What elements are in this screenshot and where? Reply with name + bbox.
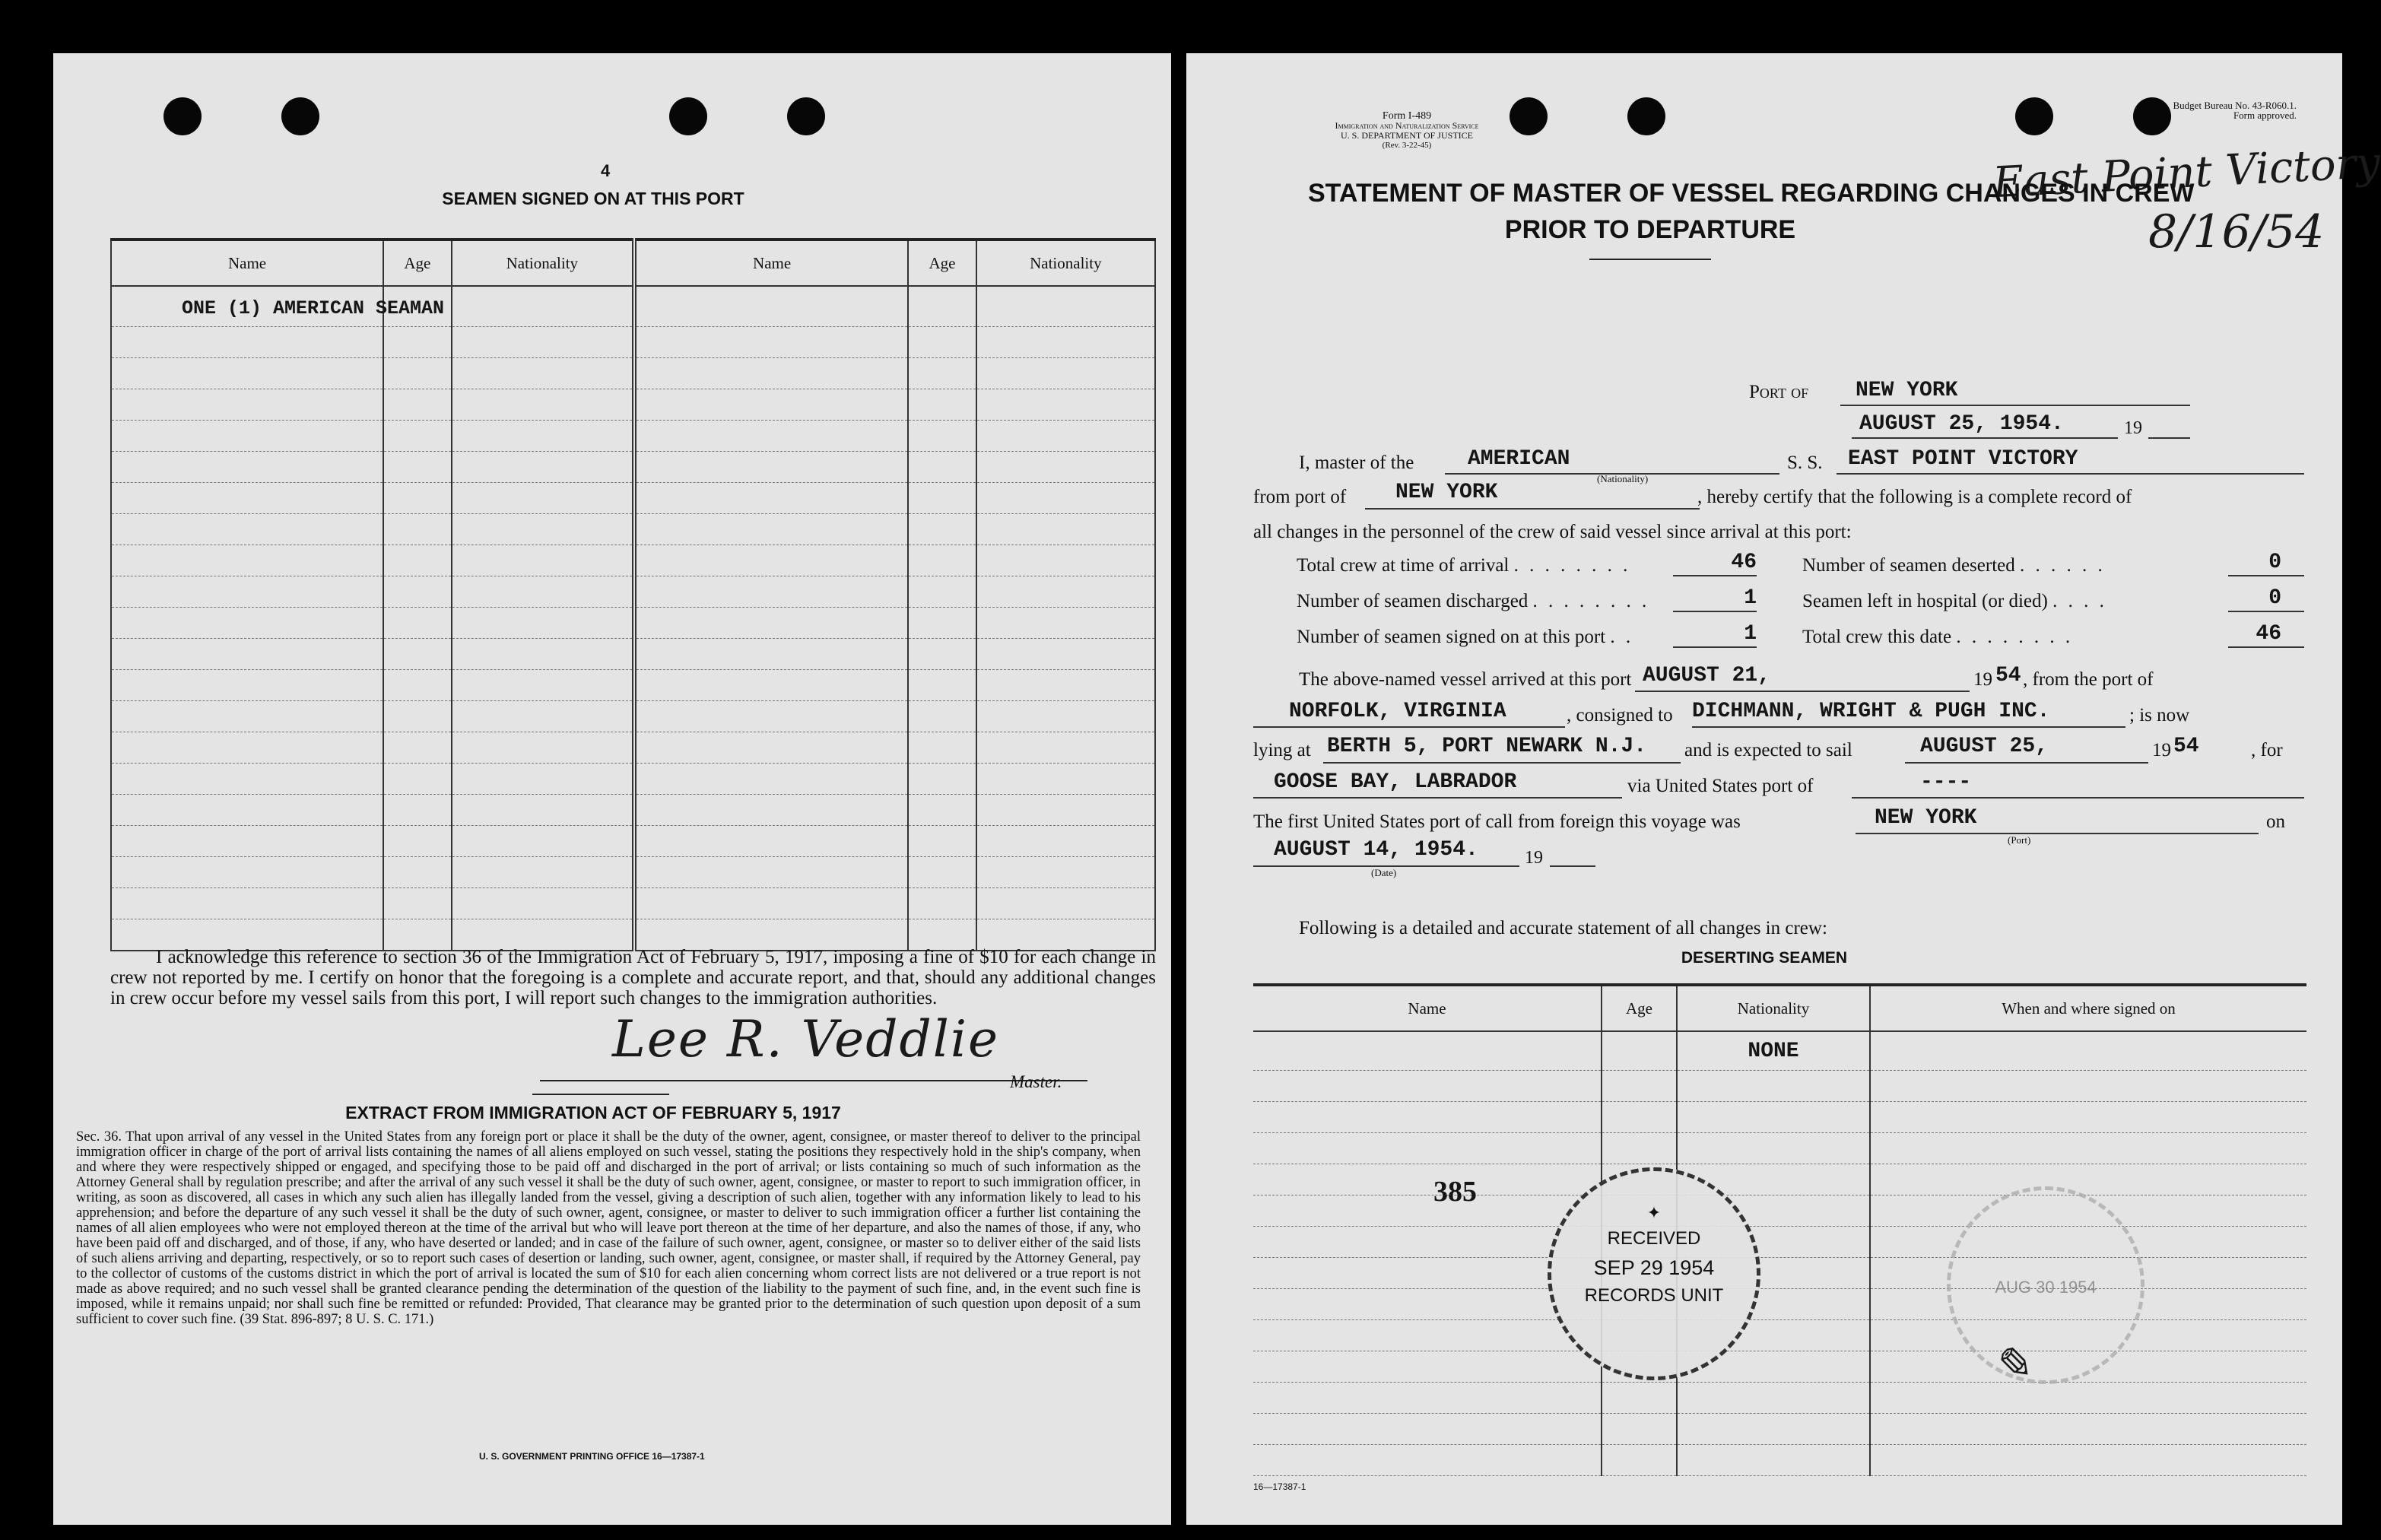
from-port-label: from port of: [1253, 487, 1347, 507]
stat-hospital-value: 0: [2268, 586, 2281, 610]
table-row: [111, 286, 1155, 327]
port-value: NEW YORK: [1856, 379, 1958, 402]
faded-stamp-date: AUG 30 1954: [1995, 1278, 2097, 1297]
master-of-label: I, master of the: [1299, 452, 1414, 473]
revision-date: (Rev. 3-22-45): [1382, 141, 1432, 150]
handwritten-ship-name: East Point Victory: [1991, 138, 2381, 208]
stat-discharged: Number of seamen discharged . . . . . . . .: [1297, 591, 1650, 611]
stat-signed-on-value: 1: [1744, 622, 1757, 646]
table-row: [111, 608, 1155, 639]
table-row: [111, 545, 1155, 576]
date-caption: (Date): [1371, 867, 1397, 878]
initials-signature-icon: ✎: [1989, 1335, 2034, 1395]
divider: [532, 1094, 669, 1095]
port-caption: (Port): [2008, 834, 2031, 846]
table-row: [111, 764, 1155, 795]
section-title: SEAMEN SIGNED ON AT THIS PORT: [442, 189, 744, 208]
table-row: [111, 576, 1155, 608]
column-header-nationality: Nationality: [1677, 985, 1870, 1031]
year-prefix: 19: [2124, 418, 2142, 438]
table-row: [1253, 1445, 2306, 1476]
sail-year: 54: [2173, 735, 2199, 758]
table-row: [111, 452, 1155, 483]
punch-hole: [163, 97, 202, 135]
via-label: via United States port of: [1627, 776, 1814, 796]
statement-date: AUGUST 25, 1954.: [1859, 412, 2064, 436]
first-port: NEW YORK: [1875, 806, 1977, 830]
is-now-label: ; is now: [2129, 705, 2190, 726]
stat-total-crew-value: 46: [2256, 622, 2281, 646]
file-number: 385: [1433, 1176, 1477, 1208]
master-signature: Lee R. Veddlie: [612, 1010, 1000, 1068]
ship-name: EAST POINT VICTORY: [1848, 447, 2078, 471]
deserting-none: NONE: [1748, 1039, 1799, 1063]
stamp-records-unit: RECORDS UNIT: [1584, 1285, 1724, 1306]
seamen-signed-on-table: [110, 238, 1156, 951]
right-page: [1186, 53, 2381, 1525]
stat-discharged-value: 1: [1744, 586, 1757, 610]
stamp-star-icon: ✦: [1646, 1203, 1662, 1222]
column-header-nationality: Nationality: [976, 240, 1155, 286]
on-label: on: [2266, 811, 2285, 832]
table-row: [111, 732, 1155, 764]
certification-text: I acknowledge this reference to section 36 of the Immigration Act of February 5, 1917, imposing a fine of $10 for each change in crew not reported by me. I certify on honor that the foregoing is a complete and accurate report, and that, should any additional changes in crew occur before my vessel sails from this port, I will report such changes to the immigration authorities.: [110, 947, 1156, 1008]
budget-number: Budget Bureau No. 43-R060.1.: [2173, 100, 2297, 111]
table-row: [111, 826, 1155, 857]
via-port: ----: [1920, 770, 1972, 794]
table-row: [1253, 1320, 2306, 1351]
form-approved: Form approved.: [2233, 110, 2297, 121]
title-line-2: PRIOR TO DEPARTURE: [1504, 215, 1796, 244]
column-header-age: Age: [1602, 985, 1677, 1031]
left-page: [53, 53, 1171, 1525]
arrival-year: 54: [1995, 664, 2021, 687]
faded-stamp: [1947, 1186, 2144, 1384]
sail-year-prefix: 19: [2152, 740, 2171, 760]
table-row: [1253, 1351, 2306, 1383]
column-header-age: Age: [908, 240, 976, 286]
stat-label: Number of seamen discharged: [1297, 591, 1529, 611]
column-header-name: Name: [111, 240, 383, 286]
for-label: , for: [2251, 740, 2283, 760]
stamp-received: RECEIVED: [1607, 1228, 1701, 1249]
page-number: 4: [601, 161, 611, 180]
punch-hole: [787, 97, 825, 135]
stat-deserted: Number of seamen deserted . . . . . .: [1802, 555, 2106, 576]
column-header-nationality: Nationality: [452, 240, 634, 286]
table-row: [111, 421, 1155, 452]
printer-note: U. S. GOVERNMENT PRINTING OFFICE 16—17387-1: [479, 1451, 705, 1462]
from-the-port-label: , from the port of: [2023, 669, 2154, 690]
table-row: [111, 670, 1155, 701]
punch-hole: [281, 97, 319, 135]
table-row: [111, 514, 1155, 545]
table-row: [111, 857, 1155, 888]
table-row: [1253, 1258, 2306, 1289]
deserting-title: DESERTING SEAMEN: [1681, 949, 1848, 967]
certify-text-2: all changes in the personnel of the crew of said vessel since arrival at this port:: [1253, 522, 1852, 542]
ss-label: S. S.: [1787, 452, 1823, 473]
certify-text: , hereby certify that the following is a complete record of: [1697, 487, 2132, 507]
title-line-1: STATEMENT OF MASTER OF VESSEL REGARDING CHANGES IN CREW: [1308, 179, 2195, 208]
port-label: Port of: [1749, 382, 1809, 402]
arrival-date: AUGUST 21,: [1643, 664, 1771, 687]
extract-text: Sec. 36. That upon arrival of any vessel in the United States from any foreign port or place it shall be the duty of the owner, agent, consignee, or master thereof to deliver to the principal immigration officer in charge of the port of arrival lists containing the names of all aliens employed on such vessel, stating the positions they respectively hold in the ship's company, when and where they were respectively shipped or engaged, and specifying those to be paid off and discharged in the port of arrival; or lists containing so much of such information as the Attorney General shall by regulation prescribe; and after the arrival of any such vessel it shall be the duty of such owner, agent, consignee, or master to report to such immigration officer, in writing, as soon as discovered, all cases in which any such alien has illegally landed from the vessel, giving a description of such alien, together with any information likely to lead to his apprehension; and before the departure of any such vessel it shall be the duty of such owner, agent, consignee, or master to deliver to such immigration officer a further list containing the names of all alien employees who were not employed thereon at the time of the arrival but who will leave port thereon at the time of her departure, and also the names of those, if any, who have been paid off and discharged, and of those, if any, who have deserted or landed; and in case of the failure of such owner, agent, consignee, or master so to deliver either of the said lists of such aliens arriving and departing, respectively, or so to report such cases of desertion or landing, such owner, agent, consignee, or master shall, if required by the Attorney General, pay to the collector of customs of the customs district in which the port of arrival is located the sum of $10 for each alien concerning whom correct lists are not delivered or a true report is not made as above required; and no such vessel shall be granted clearance pending the determination of the question of the liability to the payment of such fine, and, in the event such fine is imposed, while it remains unpaid; nor shall such fine be remitted or refunded: Provided, That clearance may be granted prior to the determination of such question upon deposit of a sum sufficient to cover such fine. (39 Stat. 896-897; 8 U. S. C. 171.): [76, 1129, 1141, 1327]
stat-label: Number of seamen signed on at this port: [1297, 627, 1606, 647]
following-text: Following is a detailed and accurate statement of all changes in crew:: [1299, 918, 1827, 938]
seaman-entry: ONE (1) AMERICAN SEAMAN: [182, 297, 445, 319]
extract-title: EXTRACT FROM IMMIGRATION ACT OF FEBRUARY 5, 1917: [345, 1103, 841, 1122]
arrived-label: The above-named vessel arrived at this port: [1299, 669, 1632, 690]
budget-info: [2076, 100, 2297, 120]
first-port-label: The first United States port of call from foreign this voyage was: [1253, 811, 1741, 832]
stat-total-crew-arrival: Total crew at time of arrival . . . . . . . .: [1297, 555, 1631, 576]
department-name: U. S. DEPARTMENT OF JUSTICE: [1341, 130, 1473, 141]
form-number: Form I-489: [1382, 110, 1432, 122]
punch-hole: [1627, 97, 1665, 135]
from-port-value: NEW YORK: [1395, 481, 1498, 504]
stat-signed-on: Number of seamen signed on at this port . .: [1297, 627, 1634, 647]
printer-note: 16—17387-1: [1253, 1481, 1306, 1492]
destination: GOOSE BAY, LABRADOR: [1274, 770, 1517, 794]
column-header-signed-on: When and where signed on: [1870, 985, 2306, 1031]
deserting-seamen-table: [1253, 983, 2306, 1476]
stat-total-crew: Total crew this date . . . . . . . .: [1802, 627, 2074, 647]
arrival-year-prefix: 19: [1973, 669, 1992, 690]
table-row: [111, 888, 1155, 919]
table-row: [1253, 1031, 2306, 1071]
table-row: [111, 389, 1155, 421]
consignee: DICHMANN, WRIGHT & PUGH INC.: [1692, 700, 2050, 723]
berth-location: BERTH 5, PORT NEWARK N.J.: [1327, 735, 1647, 758]
divider: [1589, 259, 1711, 260]
stamp-date: SEP 29 1954: [1593, 1256, 1715, 1279]
table-row: [1253, 1195, 2306, 1227]
consigned-label: , consigned to: [1567, 705, 1673, 726]
table-row: [111, 483, 1155, 514]
table-row: [1253, 1383, 2306, 1414]
stat-label: Total crew at time of arrival: [1297, 555, 1510, 576]
table-row: [1253, 1071, 2306, 1102]
table-row: [1253, 1289, 2306, 1320]
signature-title: Master.: [1010, 1072, 1062, 1091]
table-row: [1253, 1227, 2306, 1258]
table-row: [111, 327, 1155, 358]
table-row: [111, 701, 1155, 732]
sail-date: AUGUST 25,: [1920, 735, 2049, 758]
column-header-name: Name: [634, 240, 908, 286]
lying-at-label: lying at: [1253, 740, 1311, 760]
first-port-date: AUGUST 14, 1954.: [1274, 838, 1478, 862]
table-row: [1253, 1102, 2306, 1133]
origin-port: NORFOLK, VIRGINIA: [1289, 700, 1506, 723]
column-header-name: Name: [1253, 985, 1602, 1031]
table-row: [111, 795, 1155, 826]
form-title: [1308, 175, 2195, 248]
stat-deserted-value: 0: [2268, 551, 2281, 574]
form-header: [1270, 111, 1544, 151]
table-row: [111, 919, 1155, 951]
table-row: [1253, 1133, 2306, 1164]
stat-label: Total crew this date: [1802, 627, 1952, 647]
stat-total-crew-arrival-value: 46: [1731, 551, 1757, 574]
stat-hospital: Seamen left in hospital (or died) . . . .: [1802, 591, 2107, 611]
agency-name: Immigration and Naturalization Service: [1335, 120, 1479, 131]
stat-label: Number of seamen deserted: [1802, 555, 2015, 576]
first-port-year-prefix: 19: [1525, 848, 1543, 868]
received-stamp: [1548, 1167, 1760, 1380]
signature-line: [540, 1080, 1087, 1081]
punch-hole: [669, 97, 707, 135]
nationality-value: AMERICAN: [1468, 447, 1570, 471]
table-row: [111, 358, 1155, 389]
expected-label: and is expected to sail: [1684, 740, 1852, 760]
table-row: [111, 639, 1155, 670]
handwritten-date: 8/16/54: [2148, 205, 2325, 259]
table-row: [1253, 1164, 2306, 1195]
table-row: [1253, 1414, 2306, 1445]
nationality-caption: (Nationality): [1597, 473, 1649, 484]
stat-label: Seamen left in hospital (or died): [1802, 591, 2048, 611]
column-header-age: Age: [383, 240, 452, 286]
punch-hole: [2015, 97, 2053, 135]
